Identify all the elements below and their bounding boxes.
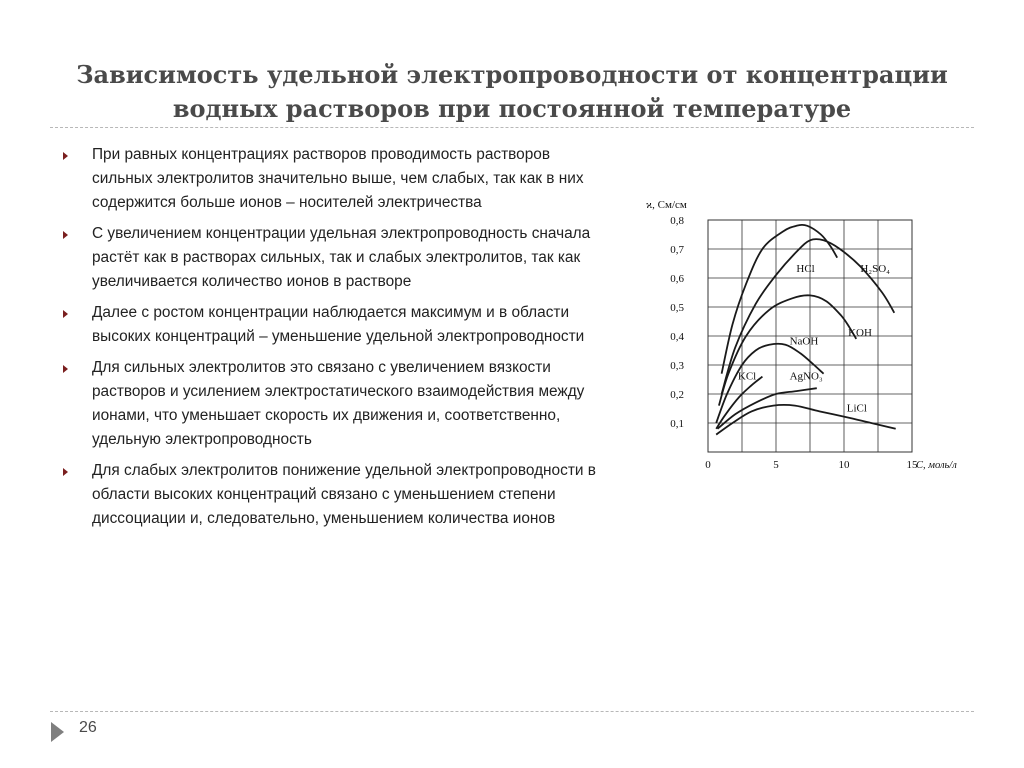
bullet-item <box>58 301 603 349</box>
bullet-item <box>58 459 603 531</box>
x-tick-label: 0 <box>705 459 711 471</box>
series-line-koh <box>719 295 856 405</box>
bullet-arrow-icon <box>63 231 68 239</box>
page-number: 26 <box>79 719 97 736</box>
bullet-text: С увеличением концентрации удельная электропроводность сначала растёт как в растворах сильных, так и слабых электролитов, так как увеличивается количество ионов в растворе <box>92 225 591 290</box>
y-tick-label: 0,5 <box>670 302 684 314</box>
y-tick-label: 0,6 <box>670 273 684 285</box>
series-label-koh: KOH <box>848 327 872 339</box>
y-axis-label: ϰ, См/см <box>646 199 687 211</box>
bullet-text: Для слабых электролитов понижение удельной электропроводности в области высоких концентраций связано с уменьшением степени диссоциации и, следовательно, уменьшением количества ионов <box>92 462 596 527</box>
x-axis-label: C, моль/л <box>916 460 957 471</box>
series-label-hcl: HCl <box>796 263 815 276</box>
slide-title: Зависимость удельной электропроводности от концентрации водных растворов при постоянной температуре <box>76 60 948 123</box>
bullet-text: При равных концентрациях растворов проводимость растворов сильных электролитов значительно выше, чем слабых, так как в них содержится больше ионов – носителей электричества <box>92 146 584 211</box>
x-tick-label: 10 <box>838 459 850 471</box>
bullet-item <box>58 222 603 294</box>
series-label-agno3: AgNO₃ <box>789 370 823 383</box>
next-slide-arrow-icon[interactable] <box>51 722 64 742</box>
title-divider <box>50 127 974 128</box>
y-tick-label: 0,8 <box>670 215 684 227</box>
series-label-naoh: NaOH <box>789 335 819 348</box>
bullet-list <box>58 143 603 538</box>
series-line-hcl <box>722 225 838 374</box>
series-label-h2so4: H₂SO₄ <box>860 263 891 276</box>
y-tick-label: 0,4 <box>670 331 684 343</box>
bullet-arrow-icon <box>63 365 68 373</box>
bullet-text: Для сильных электролитов это связано с увеличением вязкости растворов и усилением электростатического взаимодействия между ионами, что уменьшает скорость их движения и, соответственно, удельную электропроводность <box>92 359 585 448</box>
bullet-text: Далее с ростом концентрации наблюдается максимум и в области высоких концентраций – уменьшение удельной электропроводности <box>92 304 585 345</box>
bullet-arrow-icon <box>63 152 68 160</box>
y-tick-label: 0,7 <box>670 244 684 256</box>
x-tick-label: 15 <box>906 459 918 471</box>
bullet-item <box>58 356 603 452</box>
footer-divider <box>50 711 974 712</box>
series-label-licl: LiCl <box>846 402 867 415</box>
bullet-arrow-icon <box>63 468 68 476</box>
y-tick-label: 0,1 <box>670 418 684 430</box>
conductivity-chart <box>636 190 976 480</box>
bullet-arrow-icon <box>63 310 68 318</box>
y-tick-label: 0,3 <box>670 360 684 372</box>
y-tick-label: 0,2 <box>670 389 684 401</box>
series-label-kcl: KCl <box>737 370 757 383</box>
x-tick-label: 5 <box>773 459 779 471</box>
bullet-item <box>58 143 603 215</box>
